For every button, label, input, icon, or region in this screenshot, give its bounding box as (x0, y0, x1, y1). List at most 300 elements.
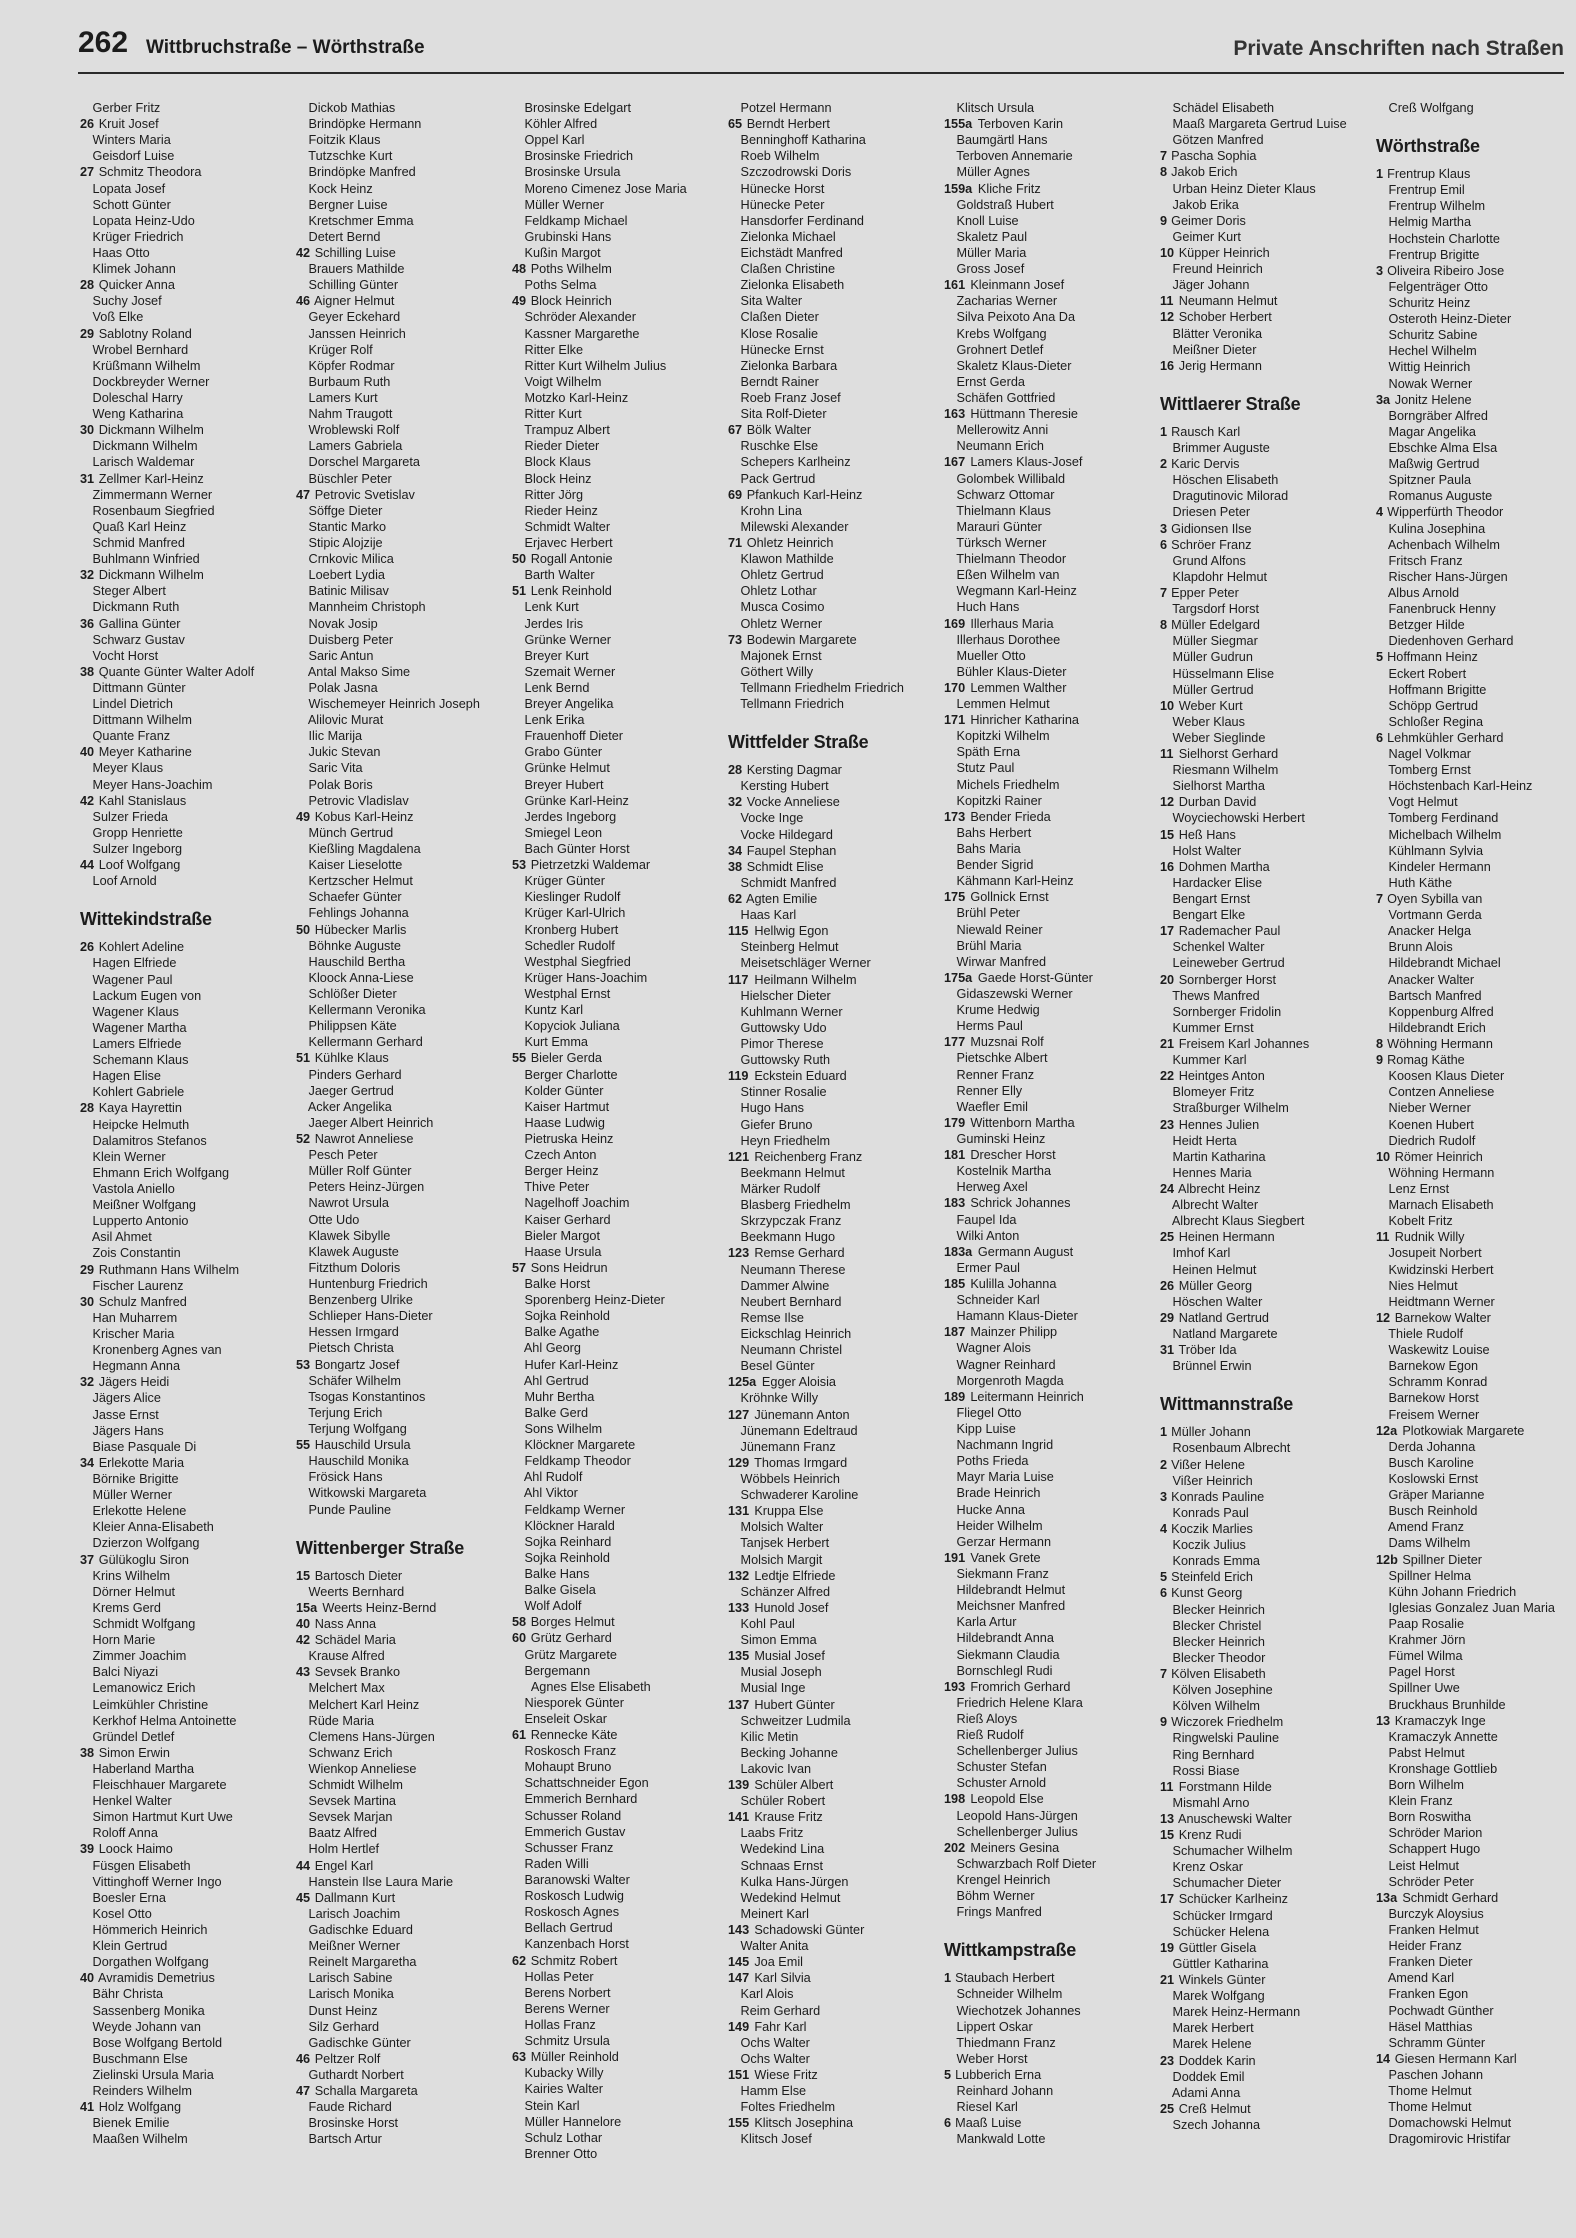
resident-name: Schadowski Günter (754, 1923, 865, 1938)
resident-name: Schmidt Walter (524, 519, 611, 534)
resident-name: Ring Bernhard (1172, 1747, 1255, 1762)
resident-name: Kruit Josef (98, 117, 159, 132)
resident-entry (80, 809, 292, 825)
resident-name: Giesen Hermann Karl (1394, 2051, 1517, 2066)
resident-entry (512, 181, 724, 197)
house-number: 23 (1160, 2053, 1175, 2068)
resident-entry (1160, 1457, 1372, 1473)
resident-entry (296, 229, 508, 245)
resident-entry (1376, 392, 1576, 408)
resident-entry (80, 1197, 292, 1213)
resident-entry (512, 1324, 724, 1340)
resident-name: Müller Edelgard (1171, 618, 1260, 633)
resident-name: Kohlert Adeline (98, 940, 185, 955)
resident-name: Ritter Kurt Wilhelm Julius (524, 358, 667, 373)
resident-name: Dzierzon Wolfgang (92, 1536, 200, 1551)
resident-entry (728, 1455, 940, 1471)
resident-name: Frentrup Emil (1388, 183, 1465, 198)
house-number: 11 (1160, 747, 1174, 762)
resident-name: Fitzthum Doloris (308, 1260, 401, 1275)
resident-name: Pietrzetzki Waldemar (530, 858, 651, 873)
resident-entry (80, 777, 292, 793)
resident-name: Durban David (1178, 795, 1257, 810)
resident-entry (1160, 633, 1372, 649)
resident-name: Müller Reinhold (530, 2050, 619, 2065)
resident-name: Polak Boris (308, 777, 373, 792)
resident-name: Muzsnai Rolf (970, 1035, 1044, 1050)
resident-entry (728, 827, 940, 843)
resident-entry (512, 519, 724, 535)
resident-entry (512, 1115, 724, 1131)
resident-name: Kolder Günter (524, 1083, 604, 1098)
resident-entry (1160, 730, 1372, 746)
resident-name: Bergner Luise (308, 197, 388, 212)
resident-entry (1160, 746, 1372, 762)
resident-name: Schöpp Gertrud (1388, 698, 1479, 713)
resident-name: Kurt Emma (524, 1035, 588, 1050)
resident-name: Wagener Klaus (92, 1004, 179, 1019)
resident-name: Wroblewski Rolf (308, 423, 400, 438)
resident-entry (944, 696, 1156, 712)
resident-name: Barnekow Egon (1388, 1359, 1479, 1374)
resident-name: Bahs Herbert (956, 825, 1032, 840)
resident-name: Raden Willi (524, 1856, 589, 1871)
resident-name: Henkel Walter (92, 1794, 172, 1809)
resident-entry (728, 1519, 940, 1535)
resident-entry (1160, 358, 1372, 374)
resident-name: Nawrot Anneliese (314, 1132, 414, 1146)
resident-name: Riesel Karl (956, 2100, 1018, 2115)
resident-entry (512, 1276, 724, 1292)
resident-entry (728, 406, 940, 422)
resident-entry (944, 1824, 1156, 1840)
resident-name: Schlößer Dieter (308, 987, 397, 1002)
resident-name: Schädel Maria (314, 1633, 396, 1648)
resident-name: Gollnick Ernst (970, 890, 1049, 905)
resident-entry (944, 1614, 1156, 1630)
resident-entry (80, 1487, 292, 1503)
resident-name: Paap Rosalie (1388, 1616, 1464, 1631)
resident-entry (944, 1663, 1156, 1679)
resident-name: Böhnke Auguste (308, 938, 401, 953)
resident-entry (1160, 1020, 1372, 1036)
resident-name: Pinders Gerhard (308, 1067, 402, 1082)
resident-entry (1376, 1278, 1576, 1294)
resident-entry (944, 1888, 1156, 1904)
resident-entry (728, 1970, 940, 1986)
resident-entry (1160, 1197, 1372, 1213)
resident-entry (296, 1002, 508, 1018)
resident-name: Milewski Alexander (740, 519, 849, 534)
resident-name: Blomeyer Fritz (1172, 1085, 1255, 1100)
resident-entry (512, 599, 724, 615)
resident-entry (728, 1358, 940, 1374)
resident-name: Ledtje Elfriede (754, 1568, 836, 1583)
resident-entry (1376, 1423, 1576, 1439)
resident-entry (80, 793, 292, 809)
resident-entry (80, 374, 292, 390)
resident-entry (296, 503, 508, 519)
resident-name: Brenner Otto (524, 2146, 598, 2161)
resident-entry (80, 1761, 292, 1777)
resident-name: Jakob Erich (1171, 165, 1238, 180)
resident-entry (728, 390, 940, 406)
resident-entry (944, 390, 1156, 406)
house-number: 129 (728, 1455, 750, 1470)
resident-entry (728, 1503, 940, 1519)
resident-entry (512, 889, 724, 905)
resident-name: Marek Heinz-Hermann (1172, 2005, 1301, 2020)
house-number: 179 (944, 1115, 966, 1130)
resident-name: Benninghoff Katharina (740, 133, 866, 148)
resident-entry (512, 986, 724, 1002)
house-number: 32 (80, 1375, 95, 1390)
resident-name: Winters Maria (92, 133, 171, 148)
resident-name: Mayr Maria Luise (956, 1470, 1054, 1485)
resident-entry (1376, 1197, 1576, 1213)
resident-entry (1376, 1342, 1576, 1358)
resident-name: Schücker Karlheinz (1178, 1892, 1289, 1907)
resident-entry (296, 181, 508, 197)
resident-name: Türksch Werner (956, 535, 1047, 550)
house-number: 187 (944, 1325, 966, 1340)
resident-name: Klimek Johann (92, 262, 176, 277)
house-number: 16 (1160, 859, 1175, 874)
resident-name: Drescher Horst (970, 1148, 1056, 1163)
resident-entry (512, 1614, 724, 1630)
resident-name: Block Heinz (524, 471, 592, 486)
resident-name: Sulzer Frieda (92, 809, 168, 824)
resident-name: Steinberg Helmut (740, 940, 839, 955)
resident-name: Schusser Roland (524, 1808, 622, 1823)
resident-entry (944, 2115, 1156, 2131)
resident-name: Westphal Siegfried (524, 954, 631, 969)
resident-name: Klöckner Harald (524, 1518, 615, 1533)
resident-entry (944, 1099, 1156, 1115)
resident-entry (728, 358, 940, 374)
resident-name: Creß Helmut (1178, 2101, 1251, 2116)
resident-entry (512, 148, 724, 164)
resident-entry (512, 938, 724, 954)
resident-entry (296, 1034, 508, 1050)
resident-name: Tanjsek Herbert (740, 1536, 830, 1551)
resident-name: Lemmen Helmut (956, 697, 1050, 712)
street-heading: Wittenberger Straße (296, 1537, 465, 1558)
resident-name: Schröer Franz (1171, 537, 1252, 552)
resident-name: Pfankuch Karl-Heinz (746, 487, 863, 502)
resident-name: Geimer Kurt (1172, 229, 1241, 244)
resident-name: Amend Karl (1387, 1971, 1455, 1986)
resident-name: Mainzer Philipp (970, 1325, 1058, 1340)
resident-entry (512, 374, 724, 390)
resident-name: Kramaczyk Annette (1388, 1729, 1498, 1744)
resident-entry (728, 1423, 940, 1439)
resident-name: Schappert Hugo (1388, 1842, 1481, 1857)
resident-name: Karl Alois (740, 1987, 794, 2002)
resident-name: Schepers Karlheinz (740, 455, 851, 470)
resident-entry (1376, 1358, 1576, 1374)
resident-name: Müller Gudrun (1172, 650, 1253, 665)
house-number: 51 (296, 1051, 311, 1066)
resident-entry (296, 1212, 508, 1228)
resident-entry (728, 471, 940, 487)
resident-entry (512, 197, 724, 213)
resident-entry (80, 293, 292, 309)
resident-entry (512, 1389, 724, 1405)
resident-entry (512, 1067, 724, 1083)
resident-name: Sojka Reinhold (524, 1550, 610, 1565)
resident-entry (80, 2003, 292, 2019)
resident-name: Thive Peter (524, 1180, 590, 1195)
house-number: 1 (1376, 167, 1384, 182)
resident-entry (728, 632, 940, 648)
resident-name: Sielhorst Martha (1172, 779, 1265, 794)
resident-name: Josupeit Norbert (1388, 1246, 1482, 1261)
resident-name: Schneider Karl (956, 1293, 1040, 1308)
resident-entry (80, 2051, 292, 2067)
resident-entry (512, 245, 724, 261)
resident-name: Blecker Theodor (1172, 1650, 1266, 1665)
resident-name: Ritter Jörg (524, 487, 584, 502)
resident-name: Krause Alfred (308, 1649, 385, 1664)
resident-entry (944, 132, 1156, 148)
resident-entry (728, 422, 940, 438)
resident-entry (296, 1986, 508, 2002)
resident-name: Sojka Reinhard (524, 1534, 612, 1549)
resident-entry (1160, 1698, 1372, 1714)
resident-entry (728, 1181, 940, 1197)
resident-entry (1376, 1503, 1576, 1519)
resident-name: Brimmer Auguste (1172, 440, 1270, 455)
resident-entry (512, 1727, 724, 1743)
resident-entry (944, 374, 1156, 390)
resident-entry (728, 164, 940, 180)
resident-entry (80, 1632, 292, 1648)
resident-entry (296, 2067, 508, 2083)
resident-name: Kopitzki Wilhelm (956, 729, 1050, 744)
resident-name: Fleischhauer Margarete (92, 1778, 227, 1793)
resident-name: Kummer Ernst (1172, 1020, 1254, 1035)
resident-name: Renner Franz (956, 1067, 1035, 1082)
resident-entry (512, 1437, 724, 1453)
resident-entry (512, 1630, 724, 1646)
resident-name: Ohletz Gertrud (740, 568, 824, 583)
resident-name: Schänzer Alfred (740, 1584, 831, 1599)
resident-entry (1160, 1940, 1372, 1956)
resident-name: Schober Herbert (1178, 310, 1272, 325)
resident-entry (728, 1390, 940, 1406)
resident-name: Krüßmann Wilhelm (92, 358, 201, 373)
resident-name: Zacharias Werner (956, 294, 1058, 309)
resident-entry (1376, 1841, 1576, 1857)
resident-name: Kramaczyk Inge (1394, 1713, 1486, 1728)
resident-entry (1160, 585, 1372, 601)
resident-entry (944, 938, 1156, 954)
resident-name: Stipic Alojzije (308, 535, 383, 550)
house-number: 21 (1160, 1973, 1175, 1988)
resident-name: Oliveira Ribeiro Jose (1387, 263, 1505, 278)
resident-name: Doleschal Harry (92, 390, 183, 405)
resident-entry (944, 326, 1156, 342)
resident-entry (1376, 762, 1576, 778)
resident-entry (944, 1986, 1156, 2002)
resident-entry (1376, 827, 1576, 843)
resident-entry (80, 1100, 292, 1116)
resident-entry (512, 1485, 724, 1501)
resident-name: Bergemann (524, 1663, 591, 1678)
resident-entry (512, 1711, 724, 1727)
resident-name: Kießling Magdalena (308, 842, 421, 857)
resident-name: Claßen Dieter (740, 310, 819, 325)
directory-column (1160, 100, 1372, 2225)
resident-entry (944, 293, 1156, 309)
resident-name: Borngräber Alfred (1388, 408, 1488, 423)
resident-name: Schulz Lothar (524, 2130, 603, 2145)
resident-entry (296, 245, 508, 261)
resident-name: Kobus Karl-Heinz (314, 809, 414, 824)
resident-name: Oyen Sybilla van (1387, 892, 1483, 907)
resident-name: Stantic Marko (308, 519, 387, 534)
resident-entry (1376, 231, 1576, 247)
resident-name: Lackum Eugen von (92, 988, 202, 1003)
resident-name: Geisdorf Luise (92, 149, 175, 164)
resident-entry (1160, 1730, 1372, 1746)
resident-entry (944, 1260, 1156, 1276)
resident-name: Skaletz Paul (956, 229, 1028, 244)
resident-name: Dallmann Kurt (314, 1890, 396, 1905)
resident-entry (80, 2067, 292, 2083)
resident-name: Musca Cosimo (740, 600, 825, 615)
resident-entry (728, 2019, 940, 2035)
resident-entry (1160, 1747, 1372, 1763)
resident-entry (1376, 1600, 1576, 1616)
resident-entry (1376, 1680, 1576, 1696)
resident-name: Loof Wolfgang (98, 858, 181, 873)
resident-name: Ohletz Heinrich (746, 535, 834, 550)
resident-name: Kuntz Karl (524, 1003, 584, 1018)
resident-name: Romag Käthe (1387, 1053, 1465, 1068)
resident-name: Kühn Johann Friedrich (1388, 1584, 1517, 1599)
resident-entry (512, 551, 724, 567)
resident-entry (296, 1858, 508, 1874)
house-number: 131 (728, 1504, 750, 1519)
resident-entry (296, 1906, 508, 1922)
resident-entry (512, 970, 724, 986)
resident-name: Krüger Karl-Ulrich (524, 906, 626, 921)
resident-name: Voigt Wilhelm (524, 374, 602, 389)
resident-name: Roskosch Ludwig (524, 1889, 624, 1904)
resident-name: Kaiser Gerhard (524, 1212, 611, 1227)
resident-entry (296, 1825, 508, 1841)
resident-name: Tsogas Konstantinos (308, 1389, 426, 1404)
resident-entry (1160, 100, 1372, 116)
resident-entry (80, 616, 292, 632)
resident-entry (1376, 1245, 1576, 1261)
resident-entry (728, 1439, 940, 1455)
resident-entry (1376, 1310, 1576, 1326)
resident-name: Hegmann Anna (92, 1359, 180, 1374)
resident-name: Krischer Maria (92, 1326, 175, 1341)
resident-name: Marek Herbert (1172, 2021, 1254, 2036)
resident-name: Dickmann Ruth (92, 600, 180, 615)
resident-name: Dorschel Margareta (308, 455, 420, 470)
resident-name: Bruckhaus Brunhilde (1388, 1697, 1506, 1712)
resident-name: Nahm Traugott (308, 407, 393, 422)
resident-entry (728, 680, 940, 696)
resident-name: Bahs Maria (956, 842, 1021, 857)
resident-entry (728, 1729, 940, 1745)
resident-name: Pietsch Christa (308, 1341, 394, 1356)
house-number: 183 (944, 1196, 966, 1211)
resident-entry (944, 567, 1156, 583)
resident-name: Hünecke Ernst (740, 342, 824, 357)
house-number: 16 (1160, 358, 1175, 373)
resident-name: Lupperto Antonio (92, 1214, 189, 1229)
resident-entry (296, 1809, 508, 1825)
resident-entry (296, 374, 508, 390)
resident-entry (512, 1131, 724, 1147)
house-number: 6 (944, 2116, 952, 2131)
house-number: 53 (512, 858, 527, 873)
resident-entry (296, 100, 508, 116)
resident-entry (728, 2099, 940, 2115)
resident-name: Nagel Volkmar (1388, 747, 1472, 762)
resident-name: Tutzschke Kurt (308, 149, 393, 164)
resident-entry (1160, 1262, 1372, 1278)
resident-name: Hoffmann Heinz (1387, 650, 1478, 665)
resident-entry (512, 2130, 724, 2146)
resident-name: Krengel Heinrich (956, 1873, 1051, 1888)
resident-entry (80, 648, 292, 664)
resident-entry (80, 744, 292, 760)
resident-name: Egger Aloisia (761, 1375, 836, 1390)
resident-name: Novak Josip (308, 616, 378, 631)
house-number: 7 (1160, 585, 1168, 600)
house-number: 9 (1160, 213, 1168, 228)
resident-entry (944, 245, 1156, 261)
resident-name: Silz Gerhard (308, 2019, 380, 2034)
resident-entry (728, 100, 940, 116)
resident-entry (944, 1743, 1156, 1759)
resident-name: Saric Vita (308, 761, 363, 776)
resident-name: Haase Ursula (524, 1244, 602, 1259)
resident-name: Sita Walter (740, 294, 803, 309)
resident-entry (1376, 875, 1576, 891)
resident-entry (296, 1713, 508, 1729)
resident-entry (80, 1004, 292, 1020)
resident-entry (944, 471, 1156, 487)
resident-name: Berens Werner (524, 2001, 610, 2016)
resident-name: Märker Rudolf (740, 1182, 821, 1196)
resident-name: Epper Peter (1171, 585, 1239, 600)
resident-name: Steger Albert (92, 584, 166, 599)
resident-name: Pascha Sophia (1171, 149, 1257, 164)
resident-entry (728, 1294, 940, 1310)
resident-name: Mannheim Christoph (308, 600, 426, 615)
resident-entry (728, 1020, 940, 1036)
resident-name: Rennecke Käte (530, 1728, 618, 1743)
resident-entry (1160, 778, 1372, 794)
resident-name: Küpper Heinrich (1178, 245, 1270, 260)
resident-name: Wiechotzek Johannes (956, 2003, 1081, 2018)
resident-name: Heß Hans (1178, 827, 1236, 842)
resident-name: Janssen Heinrich (308, 326, 406, 341)
resident-name: Weber Kurt (1178, 698, 1243, 713)
resident-entry (728, 1278, 940, 1294)
resident-name: Mismahl Arno (1172, 1795, 1250, 1810)
resident-name: Simon Emma (740, 1633, 817, 1648)
resident-entry (1376, 891, 1576, 907)
